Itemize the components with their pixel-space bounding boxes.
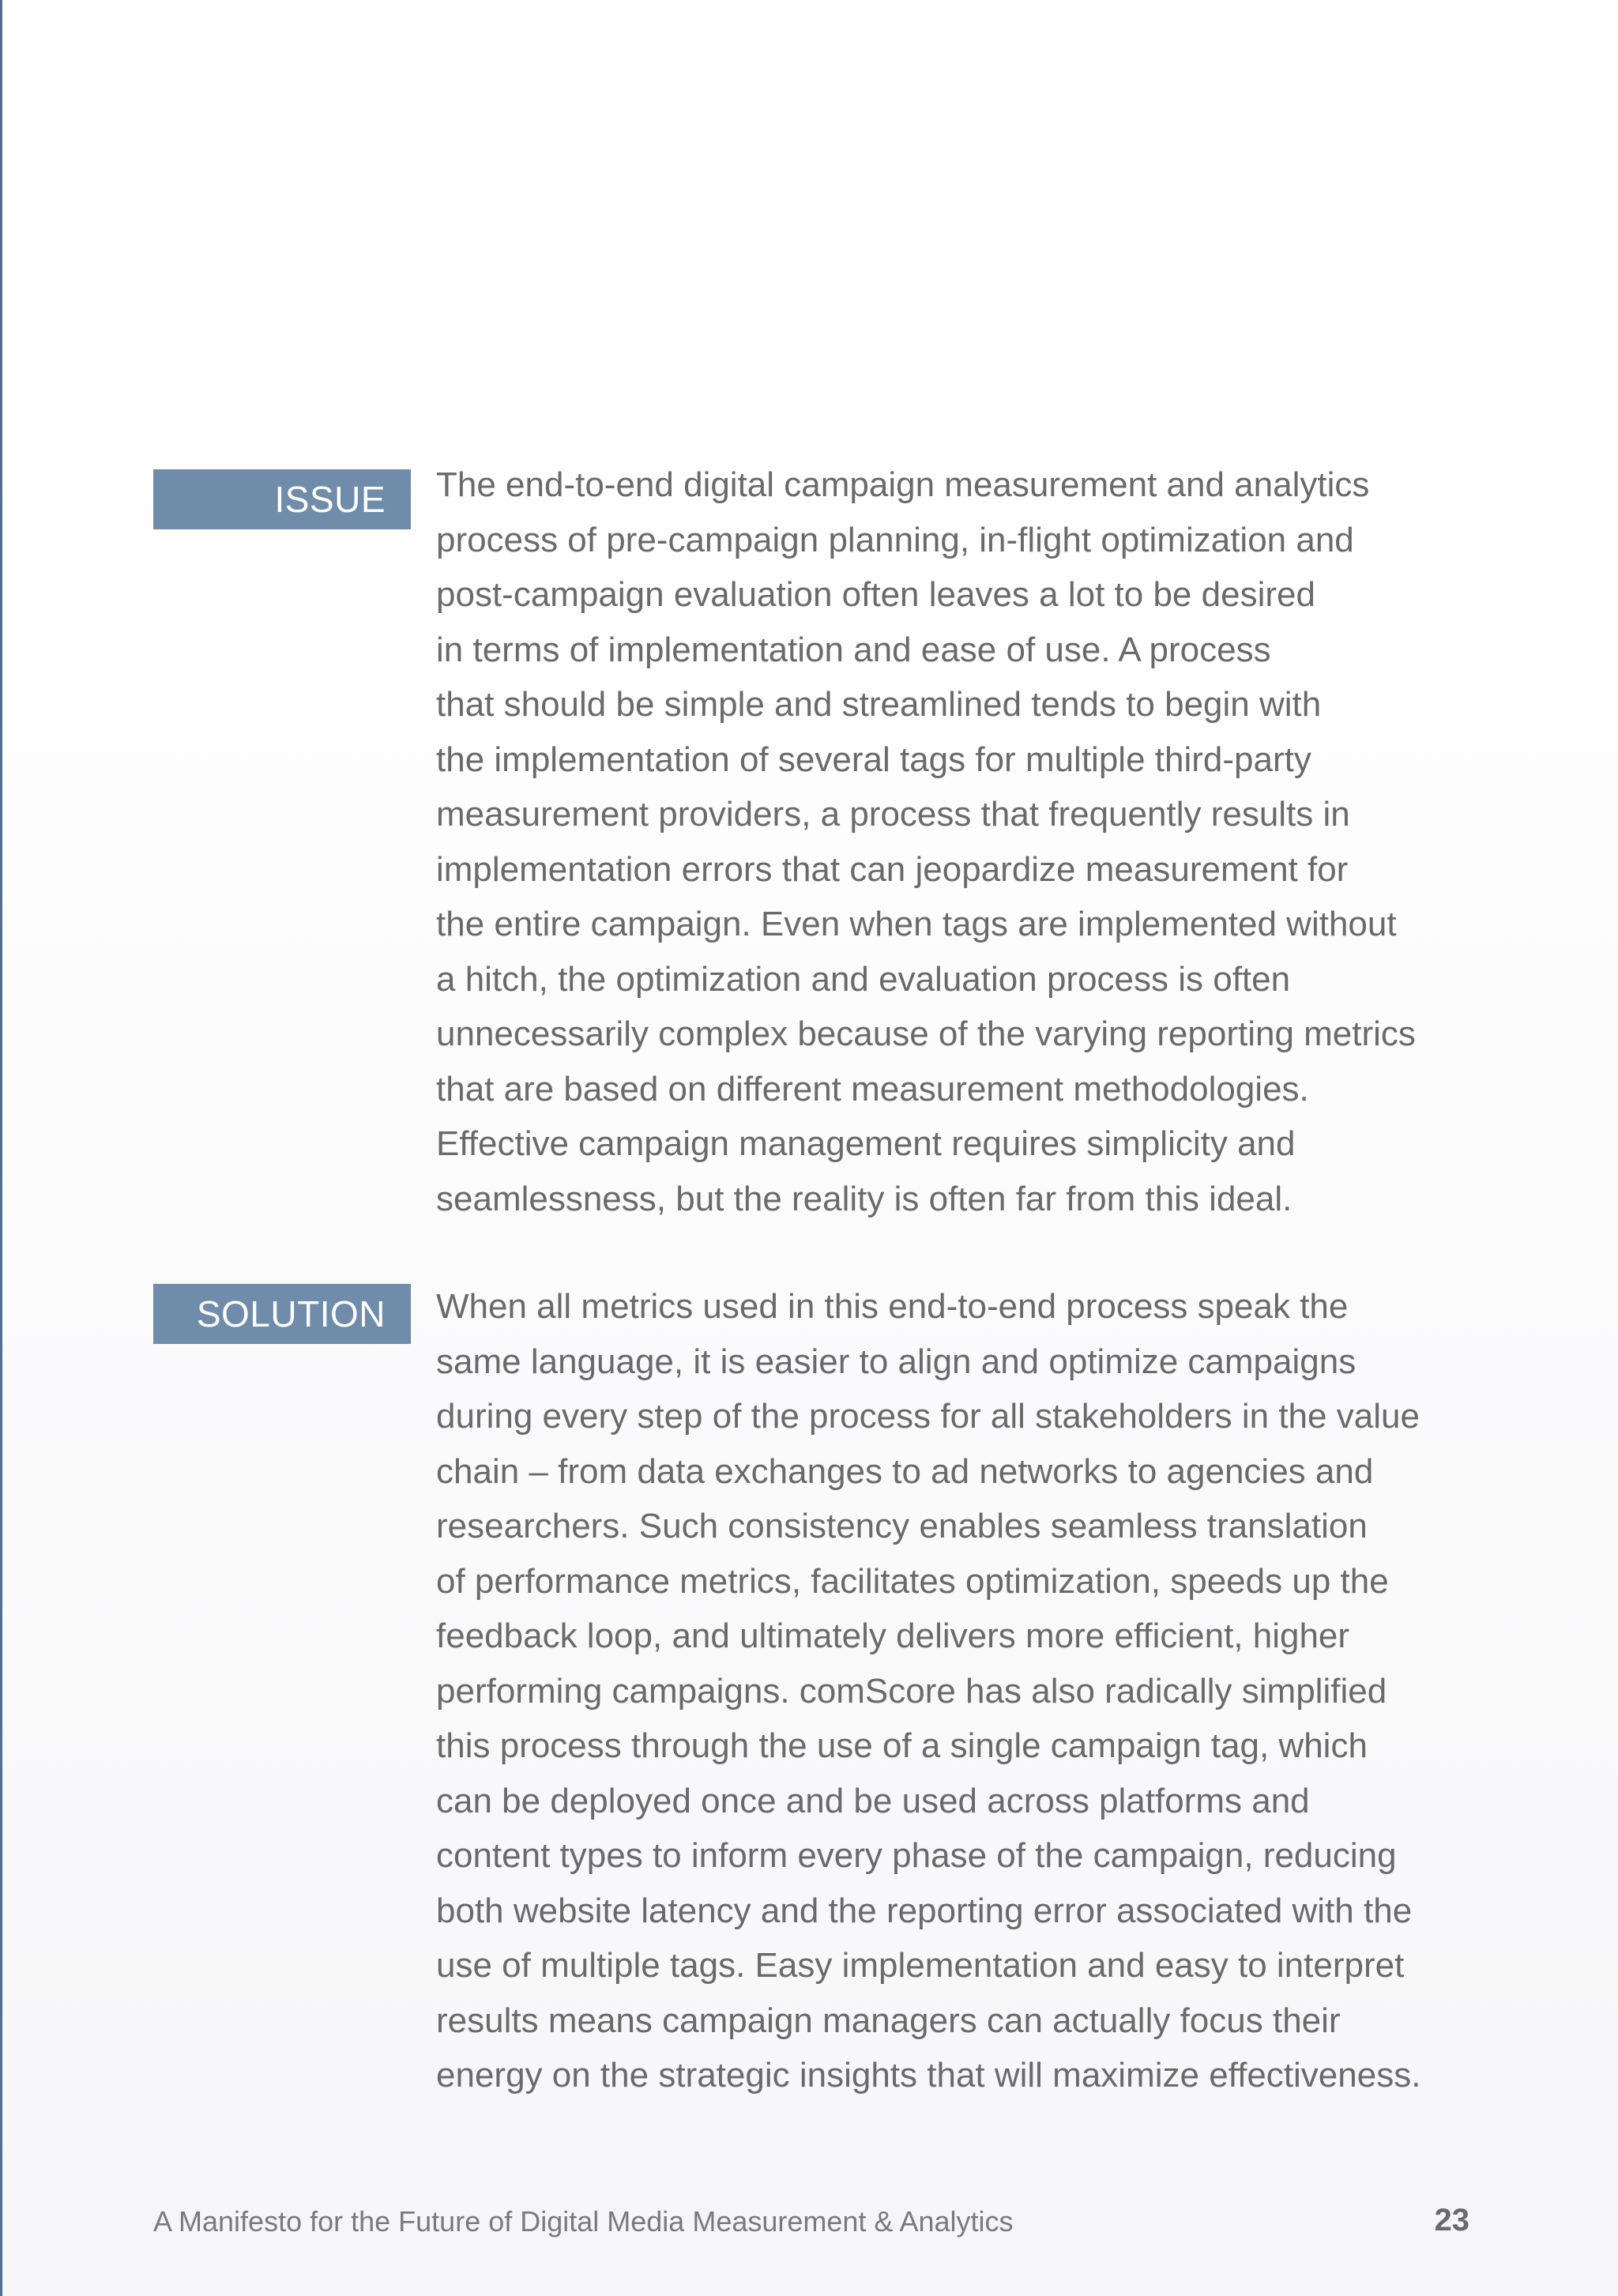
- page-number: 23: [1434, 2203, 1469, 2238]
- issue-paragraph: The end-to-end digital campaign measurement and analytics process of pre-campaign planning, in-flight optimization and post-campaign evaluation often leaves a lot to be desired in terms of implementation and ease of use. A process that should be simple and streamlined tends to begin with the implementation of several tags for multiple third-party measurement providers, a process that frequently results in implementation errors that can jeopardize measurement for the entire campaign. Even when tags are implemented without a hitch, the optimization and evaluation process is often unnecessarily complex because of the varying reporting metrics that are based on different measurement methodologies. Effective campaign management requires simplicity and seamlessness, but the reality is often far from this ideal.: [436, 465, 1416, 1218]
- left-edge-rule: [0, 0, 2, 2296]
- solution-paragraph: When all metrics used in this end-to-end process speak the same language, it is easier to align and optimize campaigns during every step of the process for all stakeholders in the value chain – from data exchanges to ad networks to agencies and researchers. Such consistency enables seamless translation of performance metrics, facilitates optimization, speeds up the feedback loop, and ultimately delivers more efficient, higher performing campaigns. comScore has also radically simplified this process through the use of a single campaign tag, which can be deployed once and be used across platforms and content types to inform every phase of the campaign, reducing both website latency and the reporting error associated with the use of multiple tags. Easy implementation and easy to interpret results means campaign managers can actually focus their energy on the strategic insights that will maximize effectiveness.: [436, 1287, 1421, 2095]
- solution-label: SOLUTION: [153, 1284, 411, 1344]
- issue-label: ISSUE: [153, 469, 411, 529]
- footer-title: A Manifesto for the Future of Digital Media Measurement & Analytics: [153, 2205, 1014, 2238]
